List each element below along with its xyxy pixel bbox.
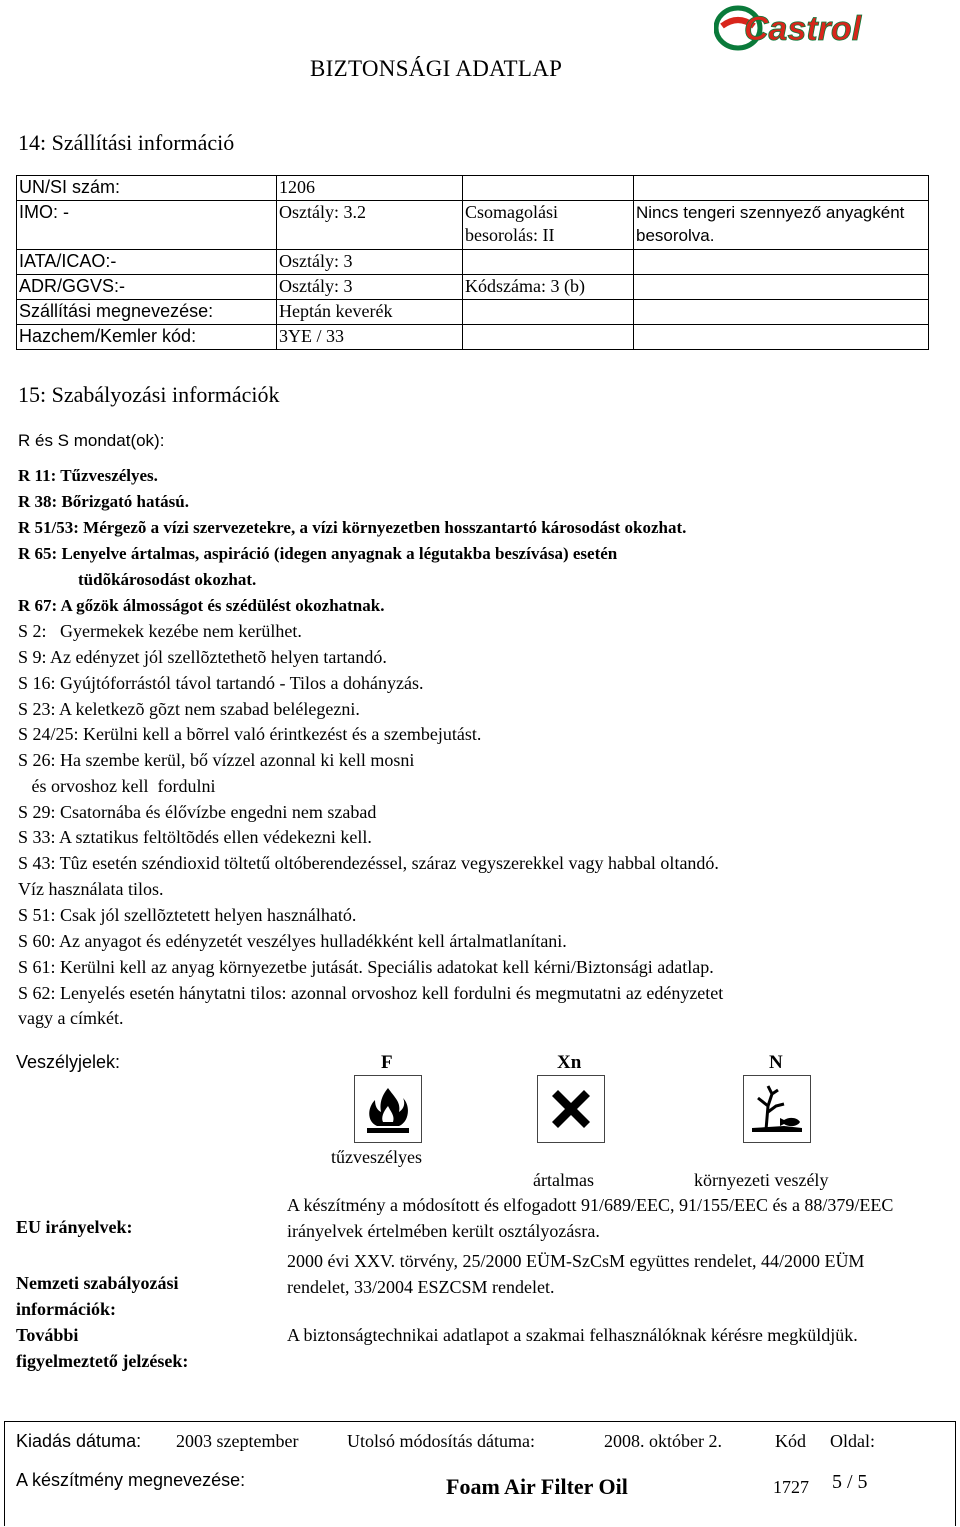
product-code: 1727: [773, 1477, 809, 1497]
page-label: Oldal:: [830, 1431, 875, 1451]
row-label: UN/SI szám:: [17, 176, 277, 201]
row-label: IMO: -: [17, 201, 277, 250]
s-phrase: S 61: Kerülni kell az anyag környezetbe jutását. Speciális adatokat kell kérni/Biztonsági adatlap.: [18, 957, 714, 977]
r-phrase: R 67: A gőzök álmosságot és szédülést okozhatnak.: [18, 596, 385, 615]
cross-icon: [537, 1075, 605, 1143]
row-value: Heptán keverék: [277, 300, 463, 325]
row-value: Osztály: 3: [277, 275, 463, 300]
row-label: IATA/ICAO:-: [17, 250, 277, 275]
s-phrase: S 26: Ha szembe kerül, bő vízzel azonnal ki kell mosni: [18, 750, 415, 770]
table-row: [17, 250, 929, 275]
table-row: [17, 176, 929, 201]
hazard-code-n: N: [769, 1052, 783, 1073]
r-phrase: R 38: Bőrizgató hatású.: [18, 492, 189, 511]
s-phrase: vagy a címkét.: [18, 1008, 124, 1028]
hazard-desc-n: környezeti veszély: [694, 1170, 829, 1190]
r-phrase: R 11: Tűzveszélyes.: [18, 466, 158, 485]
section-14-title: 14: Szállítási információ: [18, 130, 235, 155]
s-phrase: S 24/25: Kerülni kell a bõrrel való érintkezést és a szembejutást.: [18, 724, 482, 744]
r-phrase: tüdõkárosodást okozhat.: [78, 570, 257, 589]
table-row: [17, 275, 929, 300]
s-phrase: S 9: Az edényzet jól szellõztethetõ helyen tartandó.: [18, 647, 387, 667]
hazard-desc-xn: ártalmas: [533, 1170, 594, 1190]
row-value: Osztály: 3: [277, 250, 463, 275]
product-label: A készítmény megnevezése:: [16, 1470, 246, 1490]
row-extra: Kódszáma: 3 (b): [463, 275, 634, 300]
modified-date: 2008. október 2.: [604, 1431, 722, 1451]
s-phrase: S 23: A keletkezõ gõzt nem szabad belélegezni.: [18, 699, 360, 719]
table-row: [17, 201, 929, 250]
table-row: [17, 300, 929, 325]
document-title: BIZTONSÁGI ADATLAP: [310, 56, 563, 81]
hazard-symbols-label: Veszélyjelek:: [16, 1052, 121, 1072]
national-regulation-label: Nemzeti szabályozási: [16, 1273, 179, 1293]
r-phrase: R 65: Lenyelve ártalmas, aspiráció (idegen anyagnak a légutakba beszívása) esetén: [18, 544, 618, 563]
row-label: ADR/GGVS:-: [17, 275, 277, 300]
eu-directives-text: A készítmény a módosított és elfogadott 91/689/EEC, 91/155/EEC és a 88/379/EEC irányelvek értelmében került osztályozásra.: [287, 1195, 894, 1241]
further-warnings-label-2: figyelmeztető jelzések:: [16, 1351, 189, 1371]
dead-tree-fish-icon: [743, 1075, 811, 1143]
s-phrase: S 2: Gyermekek kezébe nem kerülhet.: [18, 621, 302, 641]
row-note: Nincs tengeri szennyező anyagként besorolva.: [634, 201, 929, 250]
s-phrase: S 16: Gyújtóforrástól távol tartandó - Tilos a dohányzás.: [18, 673, 424, 693]
s-phrase: S 60: Az anyagot és edényzetét veszélyes hulladékként kell ártalmatlanítani.: [18, 931, 567, 951]
product-name: Foam Air Filter Oil: [446, 1474, 628, 1499]
modified-date-label: Utolsó módosítás dátuma:: [347, 1431, 535, 1451]
rs-phrases-label: R és S mondat(ok):: [18, 431, 165, 450]
s-phrase: S 43: Tûz esetén széndioxid töltetű oltóberendezéssel, száraz vegyszerekkel vagy habbal oltandó.: [18, 853, 719, 873]
svg-text:Castrol: Castrol: [744, 10, 862, 48]
s-phrase: S 29: Csatornába és élővízbe engedni nem szabad: [18, 802, 377, 822]
national-regulation-label-2: információk:: [16, 1299, 116, 1319]
s-phrase: S 62: Lenyelés esetén hánytatni tilos: azonnal orvoshoz kell fordulni és megmutatni az edényzetet: [18, 983, 724, 1003]
hazard-code-f: F: [381, 1052, 393, 1073]
page-number: 5 / 5: [832, 1471, 868, 1493]
hazard-code-xn: Xn: [557, 1052, 582, 1073]
r-phrase: R 51/53: Mérgezõ a vízi szervezetekre, a vízi környezetben hosszantartó károsodást okozhat.: [18, 518, 687, 537]
section-15-title: 15: Szabályozási információk: [18, 382, 280, 407]
further-warnings-label: További: [16, 1325, 79, 1345]
s-phrase: Víz használata tilos.: [18, 879, 164, 899]
issue-date: 2003 szeptember: [176, 1431, 299, 1451]
row-label: Szállítási megnevezése:: [17, 300, 277, 325]
hazard-desc-f: tűzveszélyes: [331, 1147, 422, 1167]
transport-table: [16, 175, 929, 350]
castrol-logo: [714, 4, 894, 52]
national-regulation-text: 2000 évi XXV. törvény, 25/2000 EÜM-SzCsM együttes rendelet, 44/2000 EÜM rendelet, 33/2004 ESZCSM rendelet.: [287, 1251, 865, 1297]
s-phrase: és orvoshoz kell fordulni: [18, 776, 216, 796]
s-phrase: S 51: Csak jól szellõztetett helyen használható.: [18, 905, 357, 925]
row-extra: Csomagolási besorolás: II: [463, 201, 634, 250]
further-warnings-text: A biztonságtechnikai adatlapot a szakmai felhasználóknak kérésre megküldjük.: [287, 1325, 858, 1345]
row-value: Osztály: 3.2: [277, 201, 463, 250]
row-label: Hazchem/Kemler kód:: [17, 325, 277, 350]
issue-date-label: Kiadás dátuma:: [16, 1431, 142, 1451]
eu-directives-label: EU irányelvek:: [16, 1217, 133, 1237]
table-row: [17, 325, 929, 350]
row-value: 3YE / 33: [277, 325, 463, 350]
s-phrase: S 33: A sztatikus feltöltõdés ellen védekezni kell.: [18, 827, 372, 847]
flame-icon: [354, 1075, 422, 1143]
row-value: 1206: [277, 176, 463, 201]
code-label: Kód: [775, 1431, 806, 1451]
